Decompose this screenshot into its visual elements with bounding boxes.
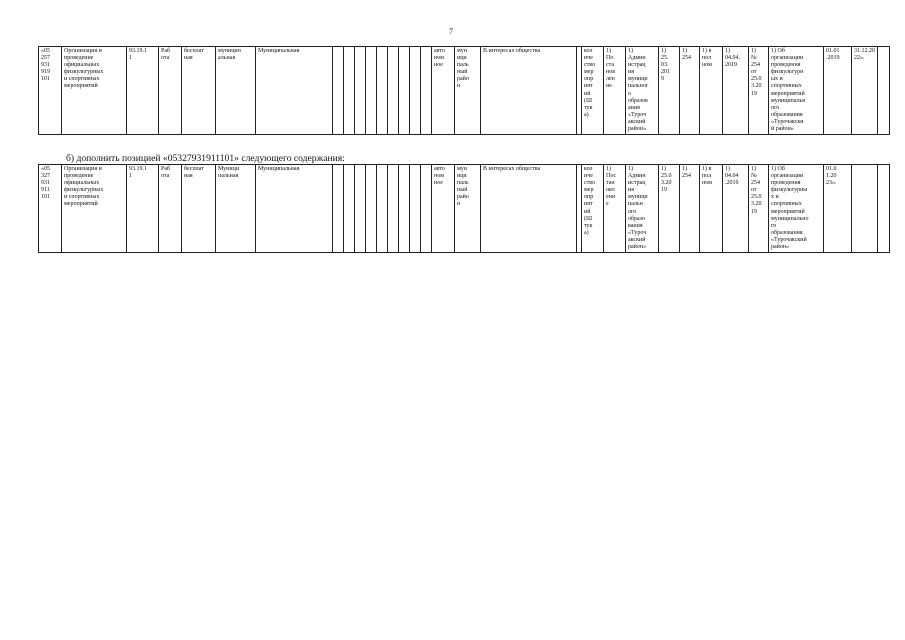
table-cell: [344, 47, 355, 135]
table-cell: 1) Об организации проведения физкультурны х и спортивных мероприятий муниципально го образования «Турочакский район»: [769, 165, 824, 253]
table-cell: мун ици паль ный райо н: [455, 47, 481, 135]
table-cell: Муниципальная: [256, 165, 333, 253]
table-cell: [399, 47, 410, 135]
table-cell: 01.01 .2019: [824, 47, 852, 135]
table-cell: Муници пальная: [216, 165, 256, 253]
table-cell: Раб ота: [159, 47, 182, 135]
table-cell: В интересах общества: [481, 47, 577, 135]
table-cell: [377, 165, 388, 253]
table-cell: кол иче ство мер опр ият ий (Ш тук а): [582, 165, 604, 253]
table-cell: 1) 254: [680, 47, 700, 135]
table-cell: 1) 254: [680, 165, 700, 253]
table-cell: [410, 47, 421, 135]
table-cell: 01.0 1.20 23».: [824, 165, 852, 253]
table-cell: [410, 165, 421, 253]
table-cell: [377, 47, 388, 135]
table-cell: [333, 165, 344, 253]
table-cell: 1) в пол ном: [700, 47, 723, 135]
table-cell: 1) Пос тан овл ени е: [604, 165, 626, 253]
table-cell: 1) 25. 03. 201 9: [659, 47, 680, 135]
table-cell: 1) № 254 от 25.0 3.20 19: [749, 47, 769, 135]
table-cell: [388, 47, 399, 135]
table-row: [39, 165, 890, 253]
page-number: 7: [449, 27, 453, 36]
table-cell: Муниципальная: [256, 47, 333, 135]
registry-table-entry-1: [38, 46, 890, 135]
table-cell: Раб ота: [159, 165, 182, 253]
table-cell: [878, 165, 890, 253]
table-row: [39, 47, 890, 135]
table-cell: [366, 47, 377, 135]
table-cell: 1) 25.0 3.20 19: [659, 165, 680, 253]
table-cell: 1) Об организации проведения физкультурн ых и спортивных мероприятий муниципальн ого образования «Турочакски й район»: [769, 47, 824, 135]
table-cell: [333, 47, 344, 135]
table-cell: [355, 165, 366, 253]
table-cell: 1) Админ истрац ия муници пальн ого образо вания «Туроч акский район»: [626, 165, 659, 253]
table-cell: кол иче ство мер опр ият ий (Ш тук а): [582, 47, 604, 135]
table-cell: [421, 165, 432, 253]
table-cell: 1) в пол ном: [700, 165, 723, 253]
table-cell: [344, 165, 355, 253]
table-cell: авто ном ное: [432, 47, 455, 135]
table-cell: Организация и проведение официальных физкультурных и спортивных мероприятий: [62, 165, 127, 253]
table-cell: 93.19.1 1: [127, 165, 159, 253]
table-cell: муницип альная: [216, 47, 256, 135]
table-cell: «05 257 931 919 101: [39, 47, 62, 135]
table-cell: Организация и проведение официальных физкультурных и спортивных мероприятий: [62, 47, 127, 135]
table-cell: 1) По ста нов лен ие: [604, 47, 626, 135]
table-cell: 31.12.20 22».: [852, 47, 878, 135]
table-cell: «05 327 931 911 101: [39, 165, 62, 253]
table-cell: [388, 165, 399, 253]
table-cell: [421, 47, 432, 135]
table-cell: [355, 47, 366, 135]
table-cell: 93.19.1 1: [127, 47, 159, 135]
table-cell: 1) № 254 от 25.0 3.20 19: [749, 165, 769, 253]
table-cell: 1) 04.04 .2019: [723, 165, 749, 253]
table-cell: 1) Админ истрац ия муници пальног о образов ания «Туроч акский район»: [626, 47, 659, 135]
table-cell: бесплат ная: [182, 47, 216, 135]
table-cell: [878, 47, 890, 135]
sub-heading: б) дополнить позицией «05327931911101» следующего содержания:: [66, 153, 345, 164]
table-cell: [366, 165, 377, 253]
table-cell: авто ном ное: [432, 165, 455, 253]
table-cell: бесплат ная: [182, 165, 216, 253]
table-cell: В интересах общества: [481, 165, 577, 253]
registry-table-entry-2: [38, 164, 890, 253]
table-cell: [399, 165, 410, 253]
table-cell: 1) 04.04. 2019: [723, 47, 749, 135]
table-cell: [852, 165, 878, 253]
table-cell: мун ици паль ный райо н: [455, 165, 481, 253]
